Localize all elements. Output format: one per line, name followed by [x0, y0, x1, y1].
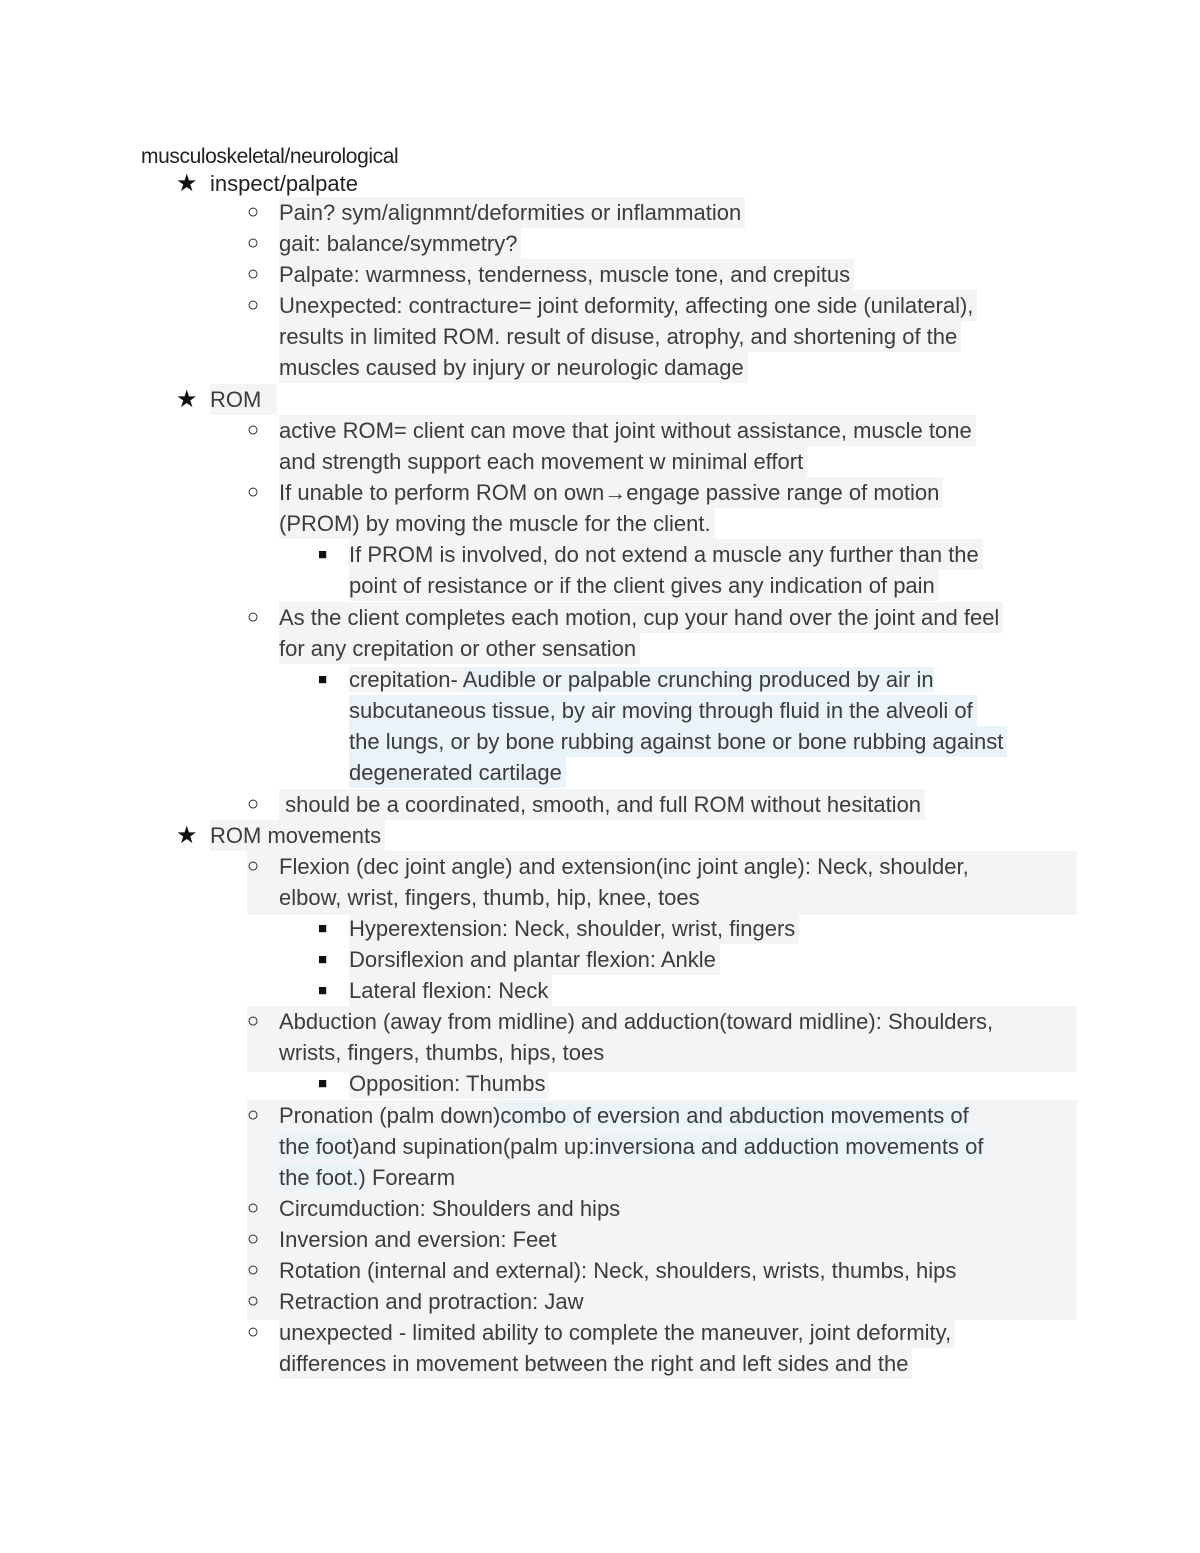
circle-bullet-icon: ○	[247, 1197, 260, 1219]
pronation-highlight: inversiona and adduction movements of	[594, 1134, 984, 1159]
sub-item: Hyperextension: Neck, shoulder, wrist, fingers	[349, 913, 799, 944]
crepitation-definition: Audible or palpable crunching produced by air in	[462, 667, 934, 692]
circle-bullet-icon: ○	[247, 606, 260, 628]
list-item: Rotation (internal and external): Neck, shoulders, wrists, thumbs, hips	[279, 1258, 957, 1283]
circle-bullet-icon: ○	[247, 793, 260, 815]
circle-bullet-icon: ○	[247, 201, 260, 223]
list-item-line	[279, 1162, 455, 1193]
list-item-line: If unable to perform ROM on own→engage passive range of motion	[279, 477, 943, 508]
crepitation-term: crepitation-	[349, 667, 463, 692]
sub-item-line: If PROM is involved, do not extend a muscle any further than the	[349, 539, 983, 570]
list-item-line: for any crepitation or other sensation	[279, 633, 640, 664]
star-bullet-icon: ★	[176, 170, 198, 197]
list-item-line	[279, 1100, 969, 1131]
list-item: Circumduction: Shoulders and hips	[279, 1196, 621, 1221]
list-item-line: As the client completes each motion, cup your hand over the joint and feel	[279, 602, 1003, 633]
list-item-line: muscles caused by injury or neurologic damage	[279, 352, 748, 383]
list-item-line: unexpected - limited ability to complete the maneuver, joint deformity,	[279, 1317, 955, 1348]
section-heading-movements: ROM movements	[210, 820, 385, 851]
list-item-line: results in limited ROM. result of disuse, atrophy, and shortening of the	[279, 321, 961, 352]
list-item-line: (PROM) by moving the muscle for the client.	[279, 508, 715, 539]
pronation-text: Pronation (palm down)	[279, 1103, 501, 1128]
circle-bullet-icon: ○	[247, 263, 260, 285]
list-item-line: differences in movement between the right and left sides and the	[279, 1348, 912, 1379]
circle-bullet-icon: ○	[247, 855, 260, 877]
circle-bullet-icon: ○	[247, 1228, 260, 1250]
pronation-highlight: the foot.	[279, 1165, 359, 1190]
square-bullet-icon: ■	[318, 671, 328, 688]
pronation-highlight: the foot	[279, 1134, 353, 1159]
list-item: should be a coordinated, smooth, and full ROM without hesitation	[279, 789, 925, 820]
circle-bullet-icon: ○	[247, 1290, 260, 1312]
star-bullet-icon: ★	[176, 386, 198, 413]
circle-bullet-icon: ○	[247, 481, 260, 503]
sub-item-line: the lungs, or by bone rubbing against bone or bone rubbing against	[349, 726, 1007, 757]
list-item: Palpate: warmness, tenderness, muscle tone, and crepitus	[279, 259, 854, 290]
list-item-line: elbow, wrist, fingers, thumb, hip, knee, toes	[279, 885, 700, 910]
square-bullet-icon: ■	[318, 951, 328, 968]
list-item: gait: balance/symmetry?	[279, 228, 521, 259]
sub-item-line	[349, 664, 934, 695]
circle-bullet-icon: ○	[247, 232, 260, 254]
pronation-text: ) Forearm	[358, 1165, 456, 1190]
sub-item: Lateral flexion: Neck	[349, 975, 552, 1006]
square-bullet-icon: ■	[318, 1075, 328, 1092]
list-item-line: active ROM= client can move that joint without assistance, muscle tone	[279, 415, 976, 446]
list-item: Retraction and protraction: Jaw	[279, 1289, 584, 1314]
square-bullet-icon: ■	[318, 546, 328, 563]
section-heading-rom: ROM	[210, 384, 277, 415]
circle-bullet-icon: ○	[247, 1321, 260, 1343]
list-item-line: Unexpected: contracture= joint deformity, affecting one side (unilateral),	[279, 290, 977, 321]
list-item-line: wrists, fingers, thumbs, hips, toes	[279, 1040, 605, 1065]
pronation-text: )and supination(palm up:	[352, 1134, 595, 1159]
list-item: Pain? sym/alignmnt/deformities or inflammation	[279, 197, 745, 228]
circle-bullet-icon: ○	[247, 1104, 260, 1126]
circle-bullet-icon: ○	[247, 1259, 260, 1281]
page-title: musculoskeletal/neurological	[141, 145, 399, 168]
sub-item: Dorsiflexion and plantar flexion: Ankle	[349, 944, 720, 975]
list-item-line: Flexion (dec joint angle) and extension(inc joint angle): Neck, shoulder,	[279, 854, 969, 879]
sub-item-line: point of resistance or if the client gives any indication of pain	[349, 570, 939, 601]
circle-bullet-icon: ○	[247, 1010, 260, 1032]
sub-item-line: degenerated cartilage	[349, 757, 566, 788]
list-item-line	[279, 1131, 983, 1162]
circle-bullet-icon: ○	[247, 419, 260, 441]
sub-item: Opposition: Thumbs	[349, 1068, 549, 1099]
list-item-line: and strength support each movement w minimal effort	[279, 446, 807, 477]
square-bullet-icon: ■	[318, 920, 328, 937]
section-heading-inspect: inspect/palpate	[210, 171, 358, 196]
list-item-line: Abduction (away from midline) and adduction(toward midline): Shoulders,	[279, 1009, 994, 1034]
pronation-highlight: combo of eversion and abduction movements of	[500, 1103, 969, 1128]
square-bullet-icon: ■	[318, 982, 328, 999]
list-item: Inversion and eversion: Feet	[279, 1227, 557, 1252]
star-bullet-icon: ★	[176, 822, 198, 849]
sub-item-line: subcutaneous tissue, by air moving through fluid in the alveoli of	[349, 695, 977, 726]
circle-bullet-icon: ○	[247, 294, 260, 316]
